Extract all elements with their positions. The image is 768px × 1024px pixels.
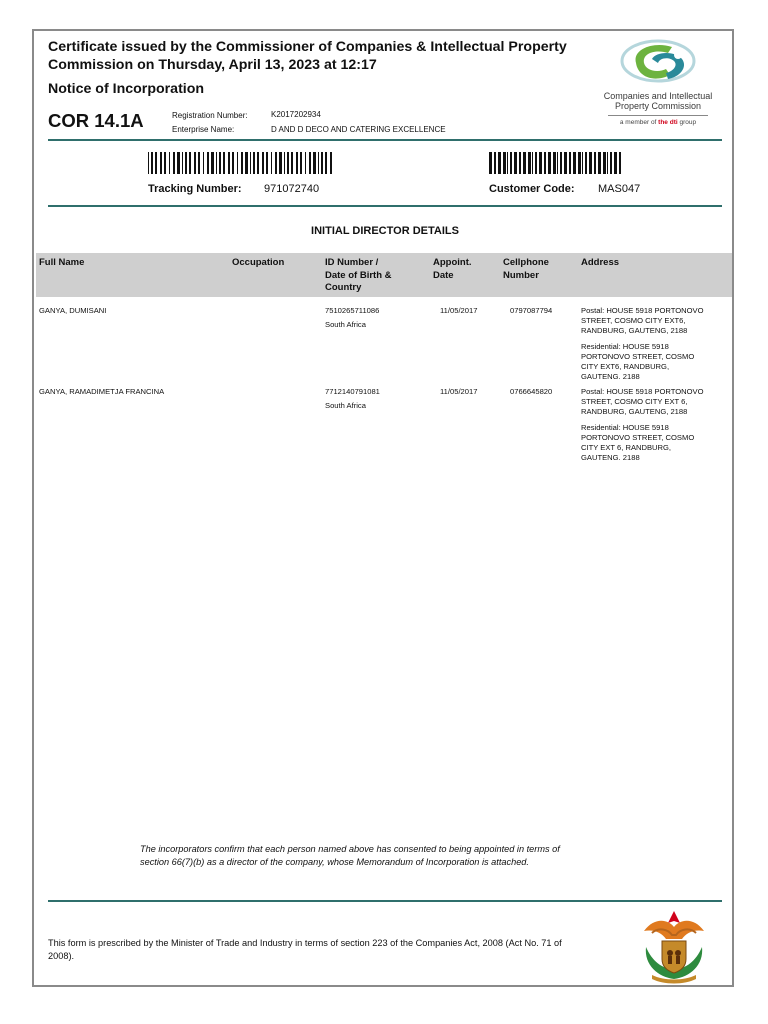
table-header xyxy=(36,253,732,297)
residential-line4: GAUTENG. 2188 xyxy=(581,453,640,462)
residential-address xyxy=(581,342,694,382)
customer-label: Customer Code: xyxy=(489,183,575,195)
barcode-bar xyxy=(237,152,238,174)
barcode-bar xyxy=(198,152,200,174)
logo-member-prefix: a member of xyxy=(619,119,659,126)
barcode-bar xyxy=(305,152,306,174)
col-id-line3: Country xyxy=(325,282,362,293)
coat-of-arms-graphic xyxy=(634,907,714,985)
barcode-bar xyxy=(607,152,608,174)
cipc-logo-icon xyxy=(594,37,722,129)
barcode-bar xyxy=(544,152,546,174)
director-appoint-date: 11/05/2017 xyxy=(440,306,478,315)
certificate-title: Certificate issued by the Commissioner of Companies & Intellectual Property Commission on Thursday, April 13, 2023 at 12:17 xyxy=(48,39,567,73)
enterprise-label: Enterprise Name: xyxy=(172,125,235,134)
director-cellphone: 0766645820 xyxy=(510,387,553,396)
notice-title: Notice of Incorporation xyxy=(48,81,205,97)
director-country: South Africa xyxy=(325,401,366,410)
barcode-bar xyxy=(211,152,214,174)
barcode-bar xyxy=(155,152,157,174)
col-full-name: Full Name xyxy=(39,257,85,268)
barcode-bar xyxy=(300,152,302,174)
barcode-bar xyxy=(232,152,234,174)
consent-footnote: The incorporators confirm that each person named above has consented to being appointed in terms of section 66(7)(b) as a director of the company, whose Memorandum of Incorporation is attached. xyxy=(140,844,560,867)
barcode-bar xyxy=(564,152,567,174)
barcode-bar xyxy=(578,152,581,174)
col-appoint-line2: Date xyxy=(433,269,454,281)
col-occupation: Occupation xyxy=(232,257,285,268)
barcode-bar xyxy=(271,152,272,174)
barcode-bar xyxy=(262,152,264,174)
registration-value: K2017202934 xyxy=(271,110,321,119)
barcode-bar xyxy=(507,152,508,174)
tracking-value: 971072740 xyxy=(264,183,320,195)
barcode-bar xyxy=(318,152,319,174)
barcode-bar xyxy=(528,152,531,174)
barcode-bar xyxy=(603,152,606,174)
table-row xyxy=(34,387,736,467)
postal-line1: Postal: HOUSE 5918 PORTONOVO xyxy=(581,387,704,396)
barcode-bar xyxy=(182,152,183,174)
barcode-bar xyxy=(313,152,316,174)
registration-label: Registration Number: xyxy=(172,111,248,120)
barcode-bar xyxy=(279,152,282,174)
barcode-bar xyxy=(160,152,162,174)
barcode-bar xyxy=(219,152,221,174)
barcode-bar xyxy=(569,152,571,174)
barcode-bar xyxy=(321,152,323,174)
barcode-bar xyxy=(185,152,187,174)
barcode-bar xyxy=(203,152,204,174)
barcode-bar xyxy=(291,152,293,174)
postal-address xyxy=(581,306,704,336)
logo-line1: Companies and Intellectual xyxy=(603,91,713,101)
barcode-bar xyxy=(228,152,230,174)
barcode-bar xyxy=(598,152,601,174)
barcode-bar xyxy=(309,152,311,174)
barcode-bar xyxy=(325,152,327,174)
col-cell-line2: Number xyxy=(503,269,539,281)
barcode-bar xyxy=(594,152,596,174)
prescribed-statement: This form is prescribed by the Minister of Trade and Industry in terms of section 223 of the Companies Act, 2008 (Act No. 71 of 2008). xyxy=(48,938,562,961)
residential-line2: PORTONOVO STREET, COSMO xyxy=(581,433,695,442)
director-appoint-date: 11/05/2017 xyxy=(440,387,478,396)
barcode-bar xyxy=(523,152,526,174)
residential-line3: CITY EXT6, RANDBURG, xyxy=(581,362,670,371)
col-appoint xyxy=(433,257,472,282)
barcode-bar xyxy=(284,152,285,174)
barcode-bar xyxy=(173,152,175,174)
barcode-icon xyxy=(489,152,624,174)
barcode-bar xyxy=(169,152,170,174)
barcode-bar xyxy=(532,152,533,174)
barcode-bar xyxy=(519,152,521,174)
barcode-bar xyxy=(241,152,243,174)
barcode-bar xyxy=(148,152,149,174)
barcode-bar xyxy=(610,152,612,174)
director-cellphone: 0797087794 xyxy=(510,306,553,315)
barcode-bar xyxy=(585,152,587,174)
logo-member-brand: the dti xyxy=(658,119,678,126)
barcode-bar xyxy=(216,152,217,174)
barcode-bar xyxy=(330,152,332,174)
table-row xyxy=(34,306,736,386)
residential-line1: Residential: HOUSE 5918 xyxy=(581,423,669,432)
barcode-bar xyxy=(164,152,166,174)
certificate-page xyxy=(32,29,734,987)
tracking-divider xyxy=(48,205,722,207)
barcode-bar xyxy=(573,152,576,174)
col-id-line2: Date of Birth & xyxy=(325,269,392,281)
barcode-bar xyxy=(489,152,492,174)
barcode-bar xyxy=(266,152,268,174)
postal-line3: RANDBURG, GAUTENG, 2188 xyxy=(581,326,688,335)
barcode-bar xyxy=(557,152,558,174)
logo-member-suffix: group xyxy=(677,119,697,126)
barcode-bar xyxy=(207,152,209,174)
barcode-bar xyxy=(548,152,551,174)
barcode-bar xyxy=(296,152,298,174)
logo-line2: Property Commission xyxy=(614,101,702,111)
section-title: INITIAL DIRECTOR DETAILS xyxy=(311,225,459,237)
col-id-line1: ID Number / xyxy=(325,257,379,268)
barcode-bar xyxy=(275,152,277,174)
col-address: Address xyxy=(581,257,620,268)
residential-line1: Residential: HOUSE 5918 xyxy=(581,342,669,351)
barcode-bar xyxy=(494,152,496,174)
enterprise-value: D AND D DECO AND CATERING EXCELLENCE xyxy=(271,125,446,134)
postal-address xyxy=(581,387,704,417)
barcode-bar xyxy=(253,152,255,174)
postal-line3: RANDBURG, GAUTENG, 2188 xyxy=(581,407,688,416)
residential-line4: GAUTENG. 2188 xyxy=(581,372,640,381)
barcode-bar xyxy=(539,152,542,174)
barcode-bar xyxy=(582,152,583,174)
footer-divider xyxy=(48,900,722,902)
barcode-bar xyxy=(194,152,196,174)
barcode-bar xyxy=(257,152,259,174)
barcode-bar xyxy=(619,152,621,174)
col-id xyxy=(325,257,392,295)
postal-line2: STREET, COSMO CITY EXT 6, xyxy=(581,397,688,406)
director-id: 7510265711086 xyxy=(325,306,380,315)
barcode-bar xyxy=(498,152,501,174)
barcode-bar xyxy=(177,152,180,174)
customer-value: MAS047 xyxy=(598,183,641,195)
cipc-logo-graphic xyxy=(594,37,722,93)
tracking-label: Tracking Number: xyxy=(148,183,242,195)
postal-line2: STREET, COSMO CITY EXT6, xyxy=(581,316,686,325)
barcode-icon xyxy=(148,152,333,174)
residential-line2: PORTONOVO STREET, COSMO xyxy=(581,352,695,361)
residential-line3: CITY EXT 6, RANDBURG, xyxy=(581,443,672,452)
barcode-bar xyxy=(250,152,251,174)
barcode-bar xyxy=(287,152,289,174)
barcode-bar xyxy=(510,152,512,174)
director-country: South Africa xyxy=(325,320,366,329)
col-cell xyxy=(503,257,549,282)
barcode-bar xyxy=(189,152,191,174)
header-divider xyxy=(48,139,722,141)
barcode-bar xyxy=(560,152,562,174)
director-id: 7712140791081 xyxy=(325,387,380,396)
form-code: COR 14.1A xyxy=(48,110,144,131)
director-name: GANYA, RAMADIMETJA FRANCINA xyxy=(39,387,165,396)
postal-line1: Postal: HOUSE 5918 PORTONOVO xyxy=(581,306,704,315)
col-cell-line1: Cellphone xyxy=(503,257,549,268)
barcode-bar xyxy=(535,152,537,174)
director-name: GANYA, DUMISANI xyxy=(39,306,107,315)
barcode-bar xyxy=(553,152,556,174)
coat-of-arms-icon xyxy=(634,907,714,985)
barcode-bar xyxy=(514,152,517,174)
barcode-bar xyxy=(614,152,617,174)
residential-address xyxy=(581,423,694,463)
barcode-bar xyxy=(245,152,248,174)
barcode-bar xyxy=(151,152,153,174)
col-appoint-line1: Appoint. xyxy=(433,257,472,268)
barcode-bar xyxy=(223,152,225,174)
barcode-bar xyxy=(589,152,592,174)
barcode-bar xyxy=(503,152,506,174)
